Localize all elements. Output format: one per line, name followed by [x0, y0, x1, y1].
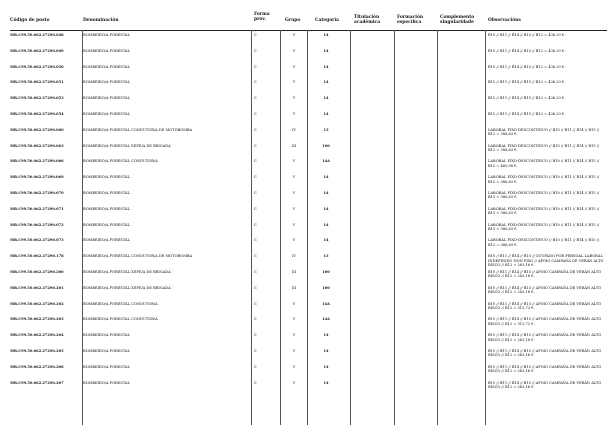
header-forma-prov-line2: prov.: [254, 17, 266, 23]
row-observacions: B10 // B11 // B14 // B15 // B12 = 436,33 €.: [488, 80, 566, 85]
header-grupo: Grupo: [285, 18, 301, 23]
row-categoria: 13: [323, 127, 329, 132]
row-observacions: LABORAL FIXO-DESCONTINUO // B10 // B11 // B14 // B15 // B12 = 386,63 €.: [488, 143, 600, 152]
row-forma-prov: C: [254, 238, 257, 243]
row-categoria: 14: [323, 191, 329, 195]
row-code: MR.C99.50.062.27290.204: [10, 333, 64, 338]
row-grupo: V: [292, 48, 296, 53]
row-categoria: 14: [323, 112, 329, 116]
row-code: MR.C99.50.062.27290.051: [10, 80, 64, 85]
row-denominacion: BOMBEIRO/A FORESTAL: [83, 222, 131, 227]
row-categoria: 14: [323, 175, 329, 180]
row-code: MR.C99.50.062.27290.073: [10, 238, 64, 243]
row-grupo: V: [292, 96, 296, 101]
row-denominacion: BOMBEIRO/A FORESTAL: [83, 175, 131, 180]
header-complemento-line1: Complemento: [440, 15, 475, 20]
row-forma-prov: C: [254, 112, 257, 116]
row-grupo: V: [292, 222, 296, 227]
row-code: MR.C99.50.062.27290.205: [10, 349, 64, 353]
row-observacions: B10 // B11 // B14 // B15 // APOIO CAMPAÑA DE VERÁN ALTO RISCO // B12 = 283,16 €.: [488, 270, 602, 279]
row-observacions: LABORAL FIXO-DESCONTINUO // B10 // B11 // B14 // B15 // B12 = 386,63 €.: [488, 127, 600, 137]
row-code: MR.C99.50.062.27290.060: [10, 127, 64, 132]
row-observacions: B10 // B11 // B14 // B15 // B12 = 436,33 €.: [488, 112, 566, 116]
header-titulacion-line2: académica: [354, 20, 381, 26]
row-forma-prov: C: [254, 317, 257, 322]
row-grupo: V: [292, 206, 296, 211]
row-denominacion: BOMBEIRO/A FORESTAL: [83, 33, 131, 37]
row-grupo: III: [291, 270, 297, 274]
row-code: MR.C99.50.062.27290.049: [10, 48, 64, 53]
row-code: MR.C99.50.062.27290.201: [10, 285, 64, 290]
row-observacions: B10 // B11 // B14 // B15 // B12 = 436,33 €.: [488, 96, 566, 101]
row-categoria: 14: [323, 222, 329, 227]
header-formacion: [397, 15, 423, 25]
row-denominacion: BOMBEIRO/A FORESTAL: [83, 206, 131, 211]
row-forma-prov: C: [254, 64, 257, 69]
table-row: [10, 381, 607, 399]
row-denominacion: BOMBEIRO/A FORESTAL CONDUTOR/A: [83, 159, 158, 164]
row-forma-prov: C: [254, 254, 257, 259]
row-denominacion: BOMBEIRO/A FORESTAL CONDUTOR/A DE MOTOBOMBA: [83, 254, 193, 259]
row-forma-prov: C: [254, 349, 257, 353]
row-observacions: LABORAL FIXO-DESCONTINUO // B10 // B11 // B14 // B15 // B12 = 386,63 €.: [488, 222, 600, 231]
row-grupo: V: [292, 64, 296, 69]
row-forma-prov: C: [254, 159, 257, 164]
row-forma-prov: C: [254, 48, 257, 53]
row-categoria: 100: [322, 143, 330, 148]
row-grupo: V: [292, 238, 296, 243]
header-rule: [10, 30, 607, 31]
row-denominacion: BOMBEIRO/A FORESTAL: [83, 364, 131, 369]
row-denominacion: BOMBEIRO/A FORESTAL: [83, 80, 131, 85]
row-categoria: 14A: [322, 301, 330, 306]
row-forma-prov: C: [254, 33, 257, 37]
row-categoria: 14A: [322, 317, 330, 322]
row-grupo: V: [292, 80, 296, 85]
row-denominacion: BOMBEIRO/A FORESTAL: [83, 191, 131, 195]
row-code: MR.C99.50.062.27290.202: [10, 301, 64, 306]
row-grupo: V: [292, 112, 296, 116]
row-denominacion: BOMBEIRO/A FORESTAL XEFE/A DE BRIGADA: [83, 285, 171, 290]
row-grupo: IV: [291, 254, 296, 259]
row-observacions: LABORAL FIXO-DESCONTINUO // B10 // B11 // B14 // B15 // B12 = 386,63 €.: [488, 175, 600, 184]
row-observacions: LABORAL FIXO-DESCONTINUO // B10 // B11 // B14 // B15 // B12 = 386,63 €.: [488, 238, 600, 247]
row-code: MR.C99.50.062.27290.200: [10, 270, 64, 274]
row-denominacion: BOMBEIRO/A FORESTAL: [83, 48, 131, 53]
row-grupo: V: [292, 175, 296, 180]
row-categoria: 14: [323, 364, 329, 369]
row-forma-prov: C: [254, 127, 257, 132]
row-denominacion: BOMBEIRO/A FORESTAL: [83, 349, 131, 353]
header-forma-prov-line1: Forma: [254, 12, 270, 17]
row-grupo: V: [292, 380, 296, 385]
row-denominacion: BOMBEIRO/A FORESTAL CONDUTOR/A DE MOTOBOMBA: [83, 127, 193, 132]
row-code: MR.C99.50.062.27290.069: [10, 175, 64, 180]
row-forma-prov: C: [254, 206, 257, 211]
row-code: MR.C99.50.062.27290.178: [10, 254, 64, 259]
row-observacions: B10 // B11 // B14 // B15 // APOIO CAMPAÑA DE VERÁN ALTO RISCO // B12 = 312,72 €.: [488, 317, 602, 326]
row-observacions: LABORAL FIXO-DESCONTINUO // B10 // B11 // B14 // B15 // B12 = 386,63 €.: [488, 191, 600, 200]
row-categoria: 14: [323, 380, 329, 385]
row-code: MR.C99.50.062.27290.048: [10, 33, 64, 37]
row-code: MR.C99.50.062.27290.206: [10, 364, 64, 369]
row-categoria: 14: [323, 33, 329, 37]
header-complemento-line2: singularidade: [440, 20, 474, 26]
row-grupo: V: [292, 301, 296, 306]
row-denominacion: BOMBEIRO/A FORESTAL XEFE/A DE BRIGADA: [83, 270, 171, 274]
row-observacions: LABORAL FIXO-DESCONTINUO // B10 // B11 // B14 // B15 // B12 = 386,63 €.: [488, 206, 600, 216]
row-observacions: B10 // B11 // B14 // B15 // APOIO CAMPAÑA DE VERÁN ALTO RISCO // B12 = 263,16 €.: [488, 333, 602, 342]
row-categoria: 14: [323, 333, 329, 338]
row-denominacion: BOMBEIRO/A FORESTAL: [83, 112, 131, 116]
header-categoria: Categoría: [315, 18, 339, 23]
row-grupo: V: [292, 317, 296, 322]
row-forma-prov: C: [254, 333, 257, 338]
header-titulacion-line1: Titulación: [354, 15, 380, 20]
row-categoria: 14: [323, 349, 329, 353]
row-observacions: B10 // B11 // B14 // B15 // B12 = 436,33 €.: [488, 33, 566, 37]
row-grupo: V: [292, 33, 296, 37]
header-denominacion: Denominación: [83, 18, 119, 23]
row-observacions: B10 // B11 // B14 // B15 // B12 = 436,33 €.: [488, 64, 566, 69]
row-grupo: V: [292, 333, 296, 338]
row-categoria: 13: [323, 254, 329, 259]
row-categoria: 14: [323, 80, 329, 85]
row-categoria: 14: [323, 48, 329, 53]
row-observacions: B10 // B11 // B14 // B15 // APOIO CAMPAÑA DE VERÁN ALTO RISCO // B12 = 283,16 €.: [488, 285, 602, 295]
row-denominacion: BOMBEIRO/A FORESTAL XEFE/A DE BRIGADA: [83, 143, 171, 148]
row-code: MR.C99.50.062.27290.050: [10, 64, 64, 69]
row-denominacion: BOMBEIRO/A FORESTAL: [83, 96, 131, 101]
row-code: MR.C99.50.062.27290.207: [10, 380, 64, 385]
row-code: MR.C99.50.062.27290.070: [10, 191, 64, 195]
row-grupo: V: [292, 349, 296, 353]
row-forma-prov: C: [254, 175, 257, 180]
row-grupo: III: [291, 143, 297, 148]
header-forma-prov: [254, 12, 270, 22]
row-categoria: 100: [322, 270, 330, 274]
row-categoria: 14A: [322, 159, 330, 164]
row-categoria: 14: [323, 96, 329, 101]
row-forma-prov: C: [254, 270, 257, 274]
row-forma-prov: C: [254, 143, 257, 148]
row-grupo: V: [292, 159, 296, 164]
row-categoria: 14: [323, 64, 329, 69]
row-code: MR.C99.50.062.27290.063: [10, 143, 64, 148]
row-denominacion: BOMBEIRO/A FORESTAL CONDUTOR/A: [83, 317, 158, 322]
row-observacions: B10 // B11 // B14 // B15 // APOIO CAMPAÑA DE VERÁN ALTO RISCO // B12 = 263,16 €.: [488, 380, 602, 389]
row-denominacion: BOMBEIRO/A FORESTAL: [83, 238, 131, 243]
header-formacion-line1: Formación: [397, 15, 424, 20]
row-code: MR.C99.50.062.27290.066: [10, 159, 64, 164]
row-observacions: B10 // B11 // B14 // B15 // APOIO CAMPAÑA DE VERÁN ALTO RISCO // B12 = 263,16 €.: [488, 349, 602, 358]
header-formacion-line2: específica: [397, 20, 422, 26]
row-forma-prov: C: [254, 96, 257, 101]
row-forma-prov: C: [254, 364, 257, 369]
row-categoria: 100: [322, 285, 330, 290]
header-titulacion: [354, 15, 380, 25]
row-grupo: V: [292, 191, 296, 195]
row-observacions: B10 // B11 // B14 // B15 // APOIO CAMPAÑA DE VERÁN ALTO RISCO // B12 = 263,16 €.: [488, 364, 602, 374]
row-forma-prov: C: [254, 191, 257, 195]
rpt-table: [10, 0, 607, 439]
row-observacions: B10 // B11 // B14 // B15 // OCUPADO POR PERSOAL LABORAL INDEFINIDO NON FIXO // APOIO CAMPAÑA DE VERÁN ALTO RISCO // B12 = 283,16 €.: [488, 254, 604, 267]
row-categoria: 14: [323, 206, 329, 211]
row-grupo: III: [291, 285, 297, 290]
row-denominacion: BOMBEIRO/A FORESTAL: [83, 64, 131, 69]
row-grupo: IV: [291, 127, 296, 132]
row-code: MR.C99.50.062.27290.054: [10, 112, 64, 116]
row-denominacion: BOMBEIRO/A FORESTAL CONDUTOR/A: [83, 301, 158, 306]
row-forma-prov: C: [254, 285, 257, 290]
header-code: Código de posto: [10, 18, 50, 23]
row-grupo: V: [292, 364, 296, 369]
row-forma-prov: C: [254, 380, 257, 385]
row-observacions: LABORAL FIXO-DESCONTINUO // B10 // B11 // B14 // B15 // B12 = 460,08 €.: [488, 159, 600, 168]
row-categoria: 14: [323, 238, 329, 243]
row-code: MR.C99.50.062.27290.053: [10, 96, 64, 101]
row-code: MR.C99.50.062.27290.071: [10, 206, 64, 211]
header-complemento: [440, 15, 474, 25]
row-code: MR.C99.50.062.27290.203: [10, 317, 64, 322]
row-forma-prov: C: [254, 80, 257, 85]
row-forma-prov: C: [254, 222, 257, 227]
row-observacions: B10 // B11 // B14 // B15 // B12 = 436,33 €.: [488, 48, 566, 53]
row-denominacion: BOMBEIRO/A FORESTAL: [83, 380, 131, 385]
header-observacions: Observacións: [488, 18, 521, 23]
row-code: MR.C99.50.062.27290.072: [10, 222, 64, 227]
row-forma-prov: C: [254, 301, 257, 306]
row-denominacion: BOMBEIRO/A FORESTAL: [83, 333, 131, 338]
row-observacions: B10 // B11 // B14 // B15 // APOIO CAMPAÑA DE VERÁN ALTO RISCO // B12 = 312,72 €.: [488, 301, 602, 310]
